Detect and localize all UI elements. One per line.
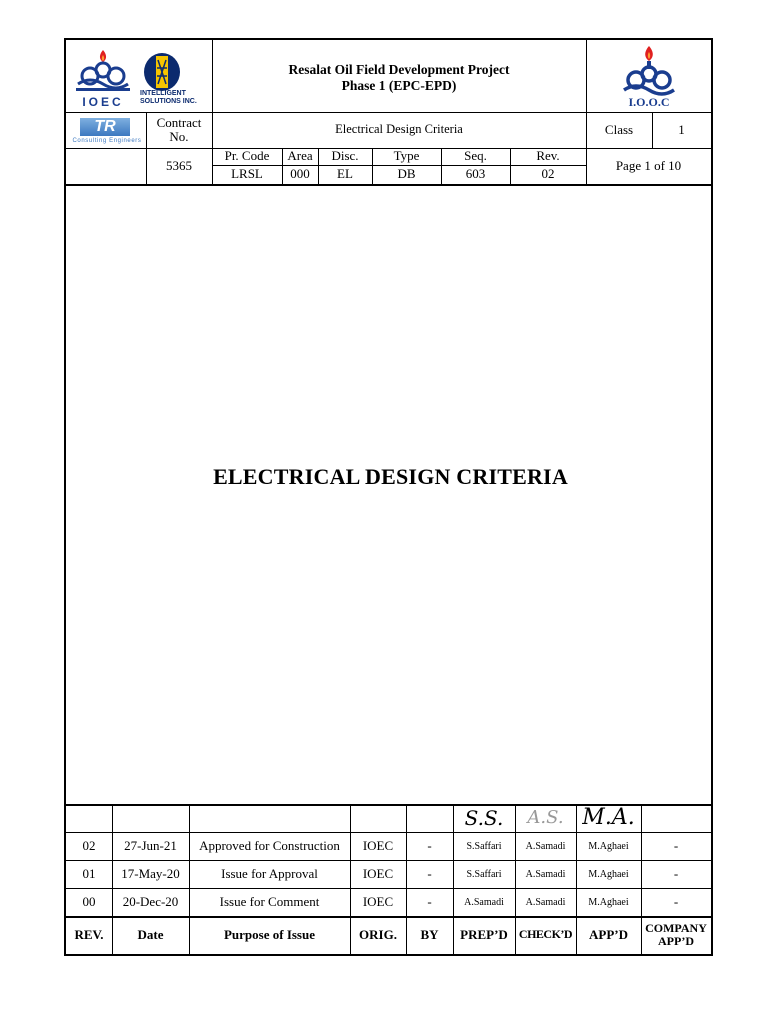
revision-cell-company: - — [673, 837, 679, 853]
code-value-disc: EL — [337, 166, 353, 182]
revision-cell-check: A.Samadi — [525, 868, 566, 880]
prepared-header: PREP’D — [460, 926, 508, 942]
revision-cell-by: - — [427, 837, 432, 853]
checked-header: CHECK’D — [518, 927, 573, 942]
page-number: Page 1 of 10 — [615, 157, 682, 173]
document-sheet — [64, 38, 713, 956]
approved-header: APP’D — [589, 926, 628, 942]
header-bottom-border — [66, 184, 711, 186]
code-value-type: DB — [397, 166, 416, 182]
code-header-disc: Disc. — [331, 148, 359, 164]
tr-logo-subtext: Consulting Engineers — [72, 137, 142, 144]
revision-cell-prep: S.Saffari — [466, 840, 502, 852]
signature-prepared: S.S. — [464, 806, 504, 830]
tr-logo — [70, 118, 144, 146]
revision-cell-prep: A.Samadi — [464, 896, 504, 908]
code-header-rev: Rev. — [536, 148, 560, 164]
orig-header: ORIG. — [359, 926, 397, 942]
revision-cell-check: A.Samadi — [525, 840, 566, 852]
code-value-seq: 603 — [465, 166, 486, 182]
revision-cell-app: M.Aghaei — [588, 896, 629, 908]
purpose-header: Purpose of Issue — [223, 926, 315, 942]
revision-cell-company: - — [673, 893, 679, 909]
revision-cell-by: - — [427, 865, 432, 881]
revision-cell-company: - — [673, 865, 679, 881]
ioec-logo — [70, 46, 136, 108]
revision-cell-rev: 02 — [82, 837, 96, 853]
oil-derrick-icon — [142, 52, 182, 92]
revision-cell-purpose: Approved for Construction — [199, 837, 340, 853]
code-value-rev: 02 — [541, 166, 555, 182]
revision-cell-date: 27-Jun-21 — [124, 837, 177, 853]
contract-number: 5365 — [166, 157, 192, 173]
code-header-type: Type — [393, 148, 420, 164]
main-document-title: ELECTRICAL DESIGN CRITERIA — [213, 463, 568, 489]
date-header: Date — [137, 926, 164, 942]
revision-cell-check: A.Samadi — [525, 896, 566, 908]
intelligent-solutions-logo — [138, 52, 208, 112]
revision-cell-date: 20-Dec-20 — [122, 893, 179, 909]
code-value-area: 000 — [290, 166, 310, 182]
project-line-2: Phase 1 (EPC-EPD) — [341, 78, 457, 93]
revision-cell-orig: IOEC — [362, 837, 394, 853]
project-line-1: Resalat Oil Field Development Project — [288, 62, 510, 77]
contract-label: Contract No. — [156, 114, 202, 144]
ioec-logo-text: IOEC — [82, 95, 124, 110]
code-value-pr-code: LRSL — [231, 166, 263, 182]
iooc-logo-text: I.O.O.C — [628, 95, 670, 110]
revision-cell-purpose: Issue for Approval — [221, 865, 318, 881]
code-header-seq: Seq. — [464, 148, 487, 164]
revision-cell-by: - — [427, 893, 432, 909]
revision-cell-orig: IOEC — [362, 893, 394, 909]
project-title — [212, 58, 586, 98]
code-header-pr-code: Pr. Code — [224, 148, 270, 164]
revision-cell-app: M.Aghaei — [588, 868, 629, 880]
revision-cell-orig: IOEC — [362, 865, 394, 881]
revision-cell-prep: S.Saffari — [466, 868, 502, 880]
revision-cell-rev: 01 — [82, 865, 96, 881]
revision-cell-app: M.Aghaei — [588, 840, 629, 852]
class-label: Class — [604, 121, 634, 137]
iooc-logo — [614, 44, 684, 110]
class-value: 1 — [678, 121, 685, 137]
logo-text-line: INTELLIGENT — [140, 90, 186, 97]
company-approved-header: COMPANY APP’D — [645, 920, 707, 948]
intelligent-solutions-text — [140, 90, 210, 106]
tr-logo-text: TR — [94, 118, 116, 136]
iooc-logo-icon — [614, 44, 684, 96]
revision-cell-rev: 00 — [82, 893, 96, 909]
logo-text-line: SOLUTIONS INC. — [140, 98, 197, 105]
signature-checked: A.S. — [527, 807, 564, 829]
revision-cell-purpose: Issue for Comment — [219, 893, 320, 909]
code-header-area: Area — [287, 148, 313, 164]
document-title-header: Electrical Design Criteria — [335, 122, 463, 137]
revision-cell-date: 17-May-20 — [121, 865, 180, 881]
rev-header: REV. — [74, 926, 104, 942]
by-header: BY — [420, 926, 439, 942]
signature-approved: M.A. — [582, 804, 635, 830]
